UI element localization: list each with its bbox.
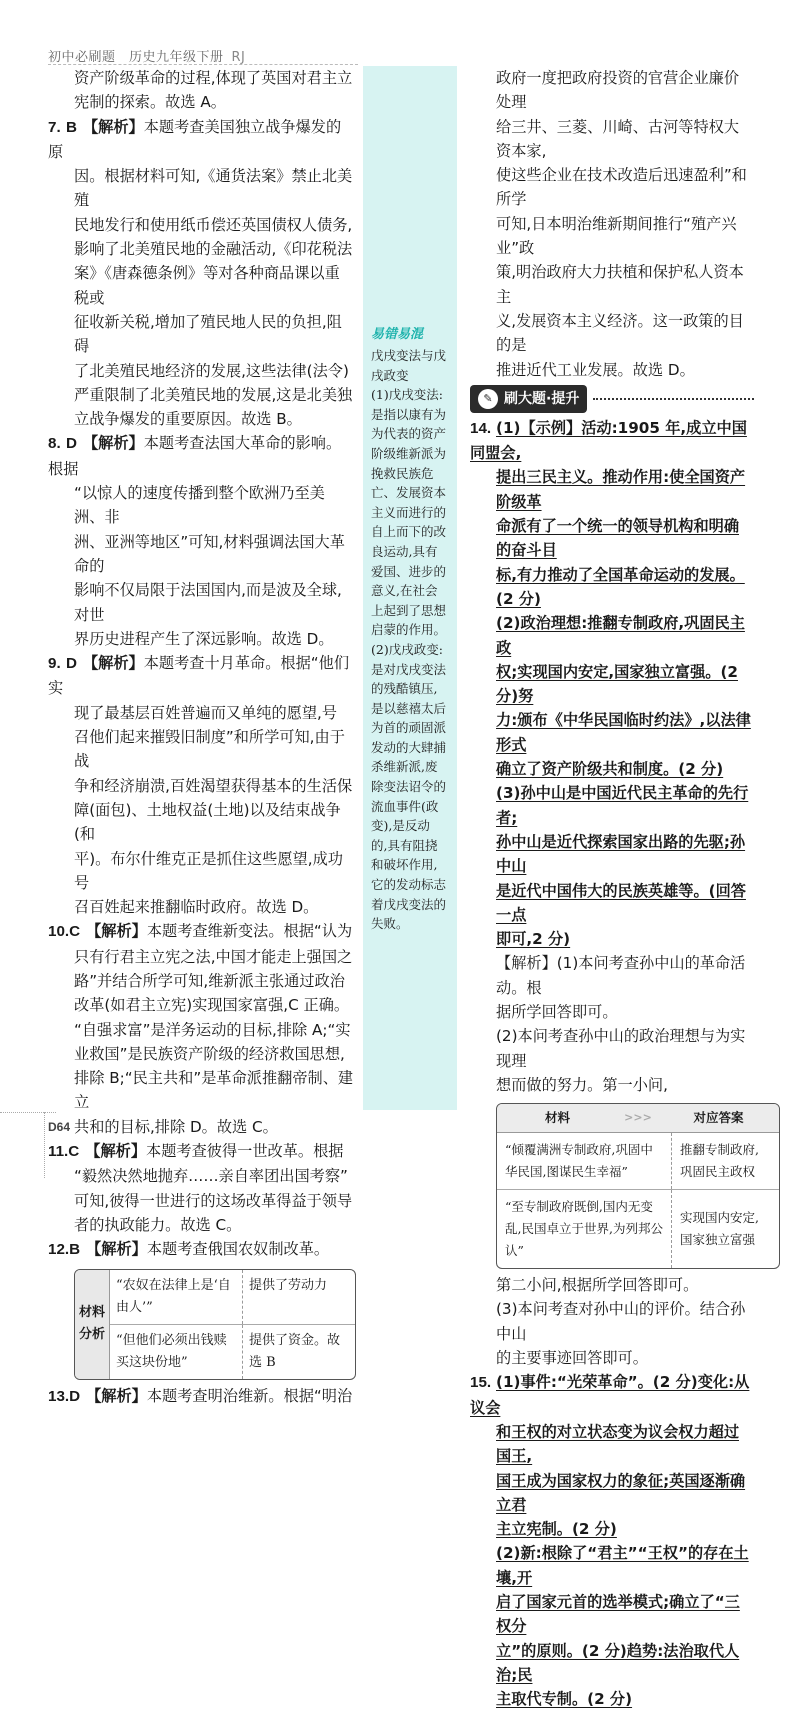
question-15 [470,1370,754,1711]
text-line: 排除 B;“民主共和”是革命派推翻帝制、建立 [74,1069,354,1112]
text-line: 的残酷镇压, [371,681,438,697]
table-cell-analysis: 提供了资金。故选 B [249,1332,341,1370]
text-line: 共和的目标,排除 D。故选 C。 [74,1117,278,1136]
item-tag: 【解析】 [86,1386,147,1405]
arrow-icon: >>> [624,1111,652,1125]
text-line: 现了最基层百姓普遍而又单纯的愿望,号 [74,703,338,722]
section-badge [470,385,587,413]
item-text: 本题考查十月革命。根据“他们实 [48,654,350,698]
text-line: 案》《唐森德条例》等对各种商品课以重税或 [74,264,340,307]
text-line: 征收新关税,增加了殖民地人民的负担,阻碍 [74,312,342,356]
text-line: 除变法诏令的 [371,779,447,795]
running-header [48,46,245,65]
text-line: 第二小问,根据所学回答即可。 [496,1276,699,1295]
q14-analysis-3 [470,1273,754,1370]
text-line: 着戊戌变法的 [371,896,447,912]
item-number: 14. [470,419,492,437]
answer-item-13 [48,1384,354,1409]
text-line: 提出三民主义。推动作用:使全国资产阶级革 [496,468,746,511]
item-tag: 【解析】 [82,117,144,136]
right-column [470,66,759,1712]
edition-label: RJ [231,50,246,65]
text-line: 挽救民族危 [371,465,434,481]
question-14 [470,416,759,1371]
text-line: 是近代中国伟大的民族英雄等。(回答一点 [496,881,746,924]
text-line: 孙中山是近代探索国家出路的先驱;孙中山 [496,832,746,876]
text-line: 力:颁布《中华民国临时约法》,以法律形式 [496,711,751,754]
text-line: (1)戊戌变法: [371,387,443,403]
footer-vline [44,1112,45,1178]
text-line: 宪制的探索。故选 A。 [74,93,226,112]
q15-part1 [470,1370,754,1541]
table-cell-material: “农奴在法律上是‘自由人’” [110,1270,243,1324]
text-line: 自上而下的改 [371,524,447,540]
text-line: 国王成为国家权力的象征;英国逐渐确立君 [496,1471,746,1514]
text-line: 阶级维新派为 [371,445,447,461]
item-text: 本题考查美国独立战争爆发的原 [48,117,342,161]
text-line: “以惊人的速度传播到整个欧洲乃至美洲、非 [74,484,325,527]
answer-item [48,115,354,165]
text-line [470,1370,754,1420]
q14-analysis-2 [470,1024,754,1097]
text-line: 召百姓起来推翻临时政府。故选 D。 [74,898,319,917]
table-cell-material: “但他们必须出钱赎买这块份地” [110,1325,243,1379]
text-line [470,416,754,466]
item-text: 本题考查俄国农奴制改革。 [146,1240,330,1259]
text-line: 政府一度把政府投资的官营企业廉价处理 [496,69,739,112]
left-column [48,66,354,1409]
table-header [497,1104,779,1133]
text-line: 启了国家元首的选举模式;确立了“三权分 [496,1593,740,1636]
table-row [110,1270,355,1324]
table-q14 [496,1103,780,1269]
text-line: 的主要事迹回答即可。 [496,1349,648,1368]
text-line: 和王权的对立状态变为议会权力超过国王, [496,1422,739,1466]
text-line: 严重限制了北美殖民地的发展,这是北美独 [74,385,353,404]
text-line: 是指以康有为 [371,406,447,422]
text-line: (3)本问考查对孙中山的评价。结合孙中山 [496,1300,746,1343]
text-line: 亡、发展资本 [371,485,447,501]
text-line: 戊戌变法与戊 [371,348,447,363]
text-line: 流血事件(政 [371,798,439,814]
text-line: 变),是反动 [371,818,430,834]
text-line: 策,明治政府大力扶植和保护私人资本主 [496,263,744,306]
text-line: 启蒙的作用。 [371,622,447,638]
item-text: 本题考查彼得一世改革。根据 [146,1142,344,1161]
item-tag: 【解析】 [85,1142,146,1161]
table-q12-label: 材料分析 [75,1270,110,1379]
q14-part2 [470,611,754,781]
answer-item [48,431,354,481]
text-line: 影响了北美殖民地的金融活动,《印花税法 [74,240,353,259]
text-line: 标,有力推动了全国革命运动的发展。(2 分) [496,565,745,608]
item-number: 11. [48,1143,69,1161]
item-number: 8. [48,435,61,453]
text-segment: (1)事件:“光荣革命”。(2 分)变化:从议会 [470,1373,750,1417]
table-cell-material: “至专制政府既倒,国内无变乱,民国卓立于世界,为列邦公认” [497,1190,672,1268]
item-13-continuation [470,66,754,382]
item-answer: C [68,1143,80,1161]
item-text: 本题考查维新变法。根据“认为 [146,922,353,941]
text-line: 发动的大肆捕 [371,739,447,755]
book-title: 初中必刷题 历史九年级下册 [48,50,224,65]
q14-part3 [470,781,754,951]
item-answer: B [66,118,77,136]
text-line: 影响不仅局限于法国国内,而是波及全球,对世 [74,581,342,624]
item-number: 7. [48,118,61,136]
text-line: (2)政治理想:推翻专制政府,巩固民主政 [496,614,745,657]
text-line: 良运动,具有 [371,543,438,559]
q14-analysis [470,951,754,1024]
answer-item [48,1237,354,1262]
text-line: 可知,日本明治维新期间推行“殖产兴业”政 [496,214,737,258]
item-tag: 【解析】 [82,654,144,673]
item-tag: 【解析】 [86,922,147,941]
text-line: (2)戊戌政变: [371,641,443,657]
dotted-rule [593,398,754,400]
item-tag: 【解析】 [86,1240,147,1259]
table-cell-answer: 推翻专制政府,巩固民主政权 [680,1142,759,1180]
section-title: 刷大题·提升 [504,390,580,407]
text-line: 意义,在社会 [371,583,438,599]
text-line: 它的发动标志 [371,877,447,893]
text-line: 爱国、进步的 [371,563,447,579]
footer-dots [0,1112,56,1113]
text-line: 因。根据材料可知,《通货法案》禁止北美殖 [74,167,353,210]
text-line: 平)。布尔什维克正是抓住这些愿望,成功号 [74,849,343,892]
text-line: 上起到了思想 [371,602,447,618]
text-line: 主义而进行的 [371,504,447,520]
item-text: 本题考查法国大革命的影响。根据 [48,434,342,478]
item-number: 13. [48,1387,70,1405]
intro-text [48,66,354,115]
table-row [497,1133,779,1189]
q15-part2 [470,1541,754,1711]
text-line: 立战争爆发的重要原因。故选 B。 [74,410,302,429]
text-line: 主立宪制。(2 分) [496,1520,617,1539]
text-line: 是对戊戌变法 [371,661,447,677]
item-number: 12. [48,1241,70,1259]
text-line: 给三井、三菱、川崎、古河等特权大资本家, [496,117,739,160]
text-line: (2)新:根除了“君主”“王权”的存在土壤,开 [496,1544,749,1587]
text-line: 业救国”是民族资产阶级的经济救国思想, [74,1044,345,1063]
text-line: 改革(如君主立宪)实现国家富强,C 正确。 [74,996,350,1015]
text-line: 为代表的资产 [371,426,447,442]
text-line: 据所学回答即可。 [496,1002,618,1021]
text-line: 主取代专制。(2 分) [496,1690,633,1709]
text-line: 路”并结合所学可知,维新派主张通过政治 [74,971,345,990]
text-line: 戌政变 [371,367,409,383]
text-line: 即可,2 分) [496,930,571,949]
text-line: 命派有了一个统一的领导机构和明确的奋斗目 [496,517,739,560]
table-row [497,1189,779,1268]
item-answer: D [69,1387,81,1405]
text-line: 可知,彼得一世进行的这场改革得益于领导 [74,1191,353,1210]
header-divider [48,64,358,65]
page-number: D64 [48,1120,71,1134]
text-line: 障(面包)、土地权益(土地)以及结束战争(和 [74,800,341,844]
item-number: 10. [48,923,70,941]
sidebar-body [363,346,457,934]
text-line: 权;实现国内安定,国家独立富强。(2 分)努 [496,662,738,706]
table-cell-material: “倾覆满洲专制政府,巩固中华民国,图谋民生幸福” [497,1133,672,1189]
text-line: 了北美殖民地经济的发展,这些法律(法令) [74,361,349,380]
item-answer: B [69,1241,81,1259]
answer-item [48,651,354,701]
text-line: 界历史进程产生了深远影响。故选 D。 [74,629,334,648]
text-line: 推进近代工业发展。故选 D。 [496,360,695,379]
text-line: 确立了资产阶级共和制度。(2 分) [496,760,724,779]
text-line: 者的执政能力。故选 C。 [74,1215,242,1234]
item-number: 9. [48,655,61,673]
text-line: 杀维新派,废 [371,759,438,775]
text-line: 民地发行和使用纸币偿还英国债权人债务, [74,215,353,234]
text-line: “自强求富”是洋务运动的目标,排除 A;“实 [74,1020,351,1039]
text-line: (3)孙中山是中国近代民主革命的先行者; [496,784,749,827]
text-line: 想而做的努力。第一小问, [496,1075,668,1094]
item-text: 本题考查明治维新。根据“明治 [146,1386,353,1405]
table-header-answer: 对应答案 [693,1110,744,1126]
text-line: 失败。 [371,916,409,932]
text-line: 的,具有阻挠 [371,837,438,853]
pen-icon: ✎ [478,389,498,409]
text-line: (2)本问考查孙中山的政治理想与为实现理 [496,1027,746,1070]
answer-list [48,115,354,1263]
text-line: 立”的原则。(2 分)趋势:法治取代人治;民 [496,1641,740,1684]
text-line: 【解析】(1)本问考查孙中山的革命活动。根 [496,954,746,997]
text-segment: (1)【示例】活动:1905 年,成立中国同盟会, [470,418,747,463]
answer-item [48,919,354,944]
table-cell-analysis: 提供了劳动力 [249,1277,328,1293]
table-row [110,1324,355,1379]
text-line: 争和经济崩溃,百姓渴望获得基本的生活保 [74,776,353,795]
text-line: 为首的顽固派 [371,720,447,736]
answer-item [48,1139,354,1164]
item-answer: D [66,435,77,453]
section-banner [470,386,754,412]
text-line: 和破坏作用, [371,857,438,873]
tip-sidebar [363,66,457,1110]
table-q12 [74,1269,356,1380]
sidebar-title: 易错易混 [371,327,424,342]
text-line: “毅然决然地抛弃……亲自率团出国考察” [74,1167,348,1186]
item-answer: C [69,923,81,941]
item-tag: 【解析】 [82,434,144,453]
text-line: 义,发展资本主义经济。这一政策的目的是 [496,311,744,355]
text-line: 只有行君主立宪之法,中国才能走上强国之 [74,947,353,966]
text-line: 使这些企业在技术改造后迅速盈利”和所学 [496,166,747,209]
text-line: 召他们起来摧毁旧制度”和所学可知,由于战 [74,728,345,771]
text-line: 洲、亚洲等地区”可知,材料强调法国大革命的 [74,532,345,575]
item-answer: D [66,655,77,673]
q14-part1 [470,416,754,611]
item-number: 15. [470,1374,492,1392]
text-line: 是以慈禧太后 [371,700,447,716]
text-line: 资产阶级革命的过程,体现了英国对君主立 [74,69,353,87]
table-header-material: 材料 [544,1110,570,1126]
table-cell-answer: 实现国内安定,国家独立富强 [680,1210,759,1248]
